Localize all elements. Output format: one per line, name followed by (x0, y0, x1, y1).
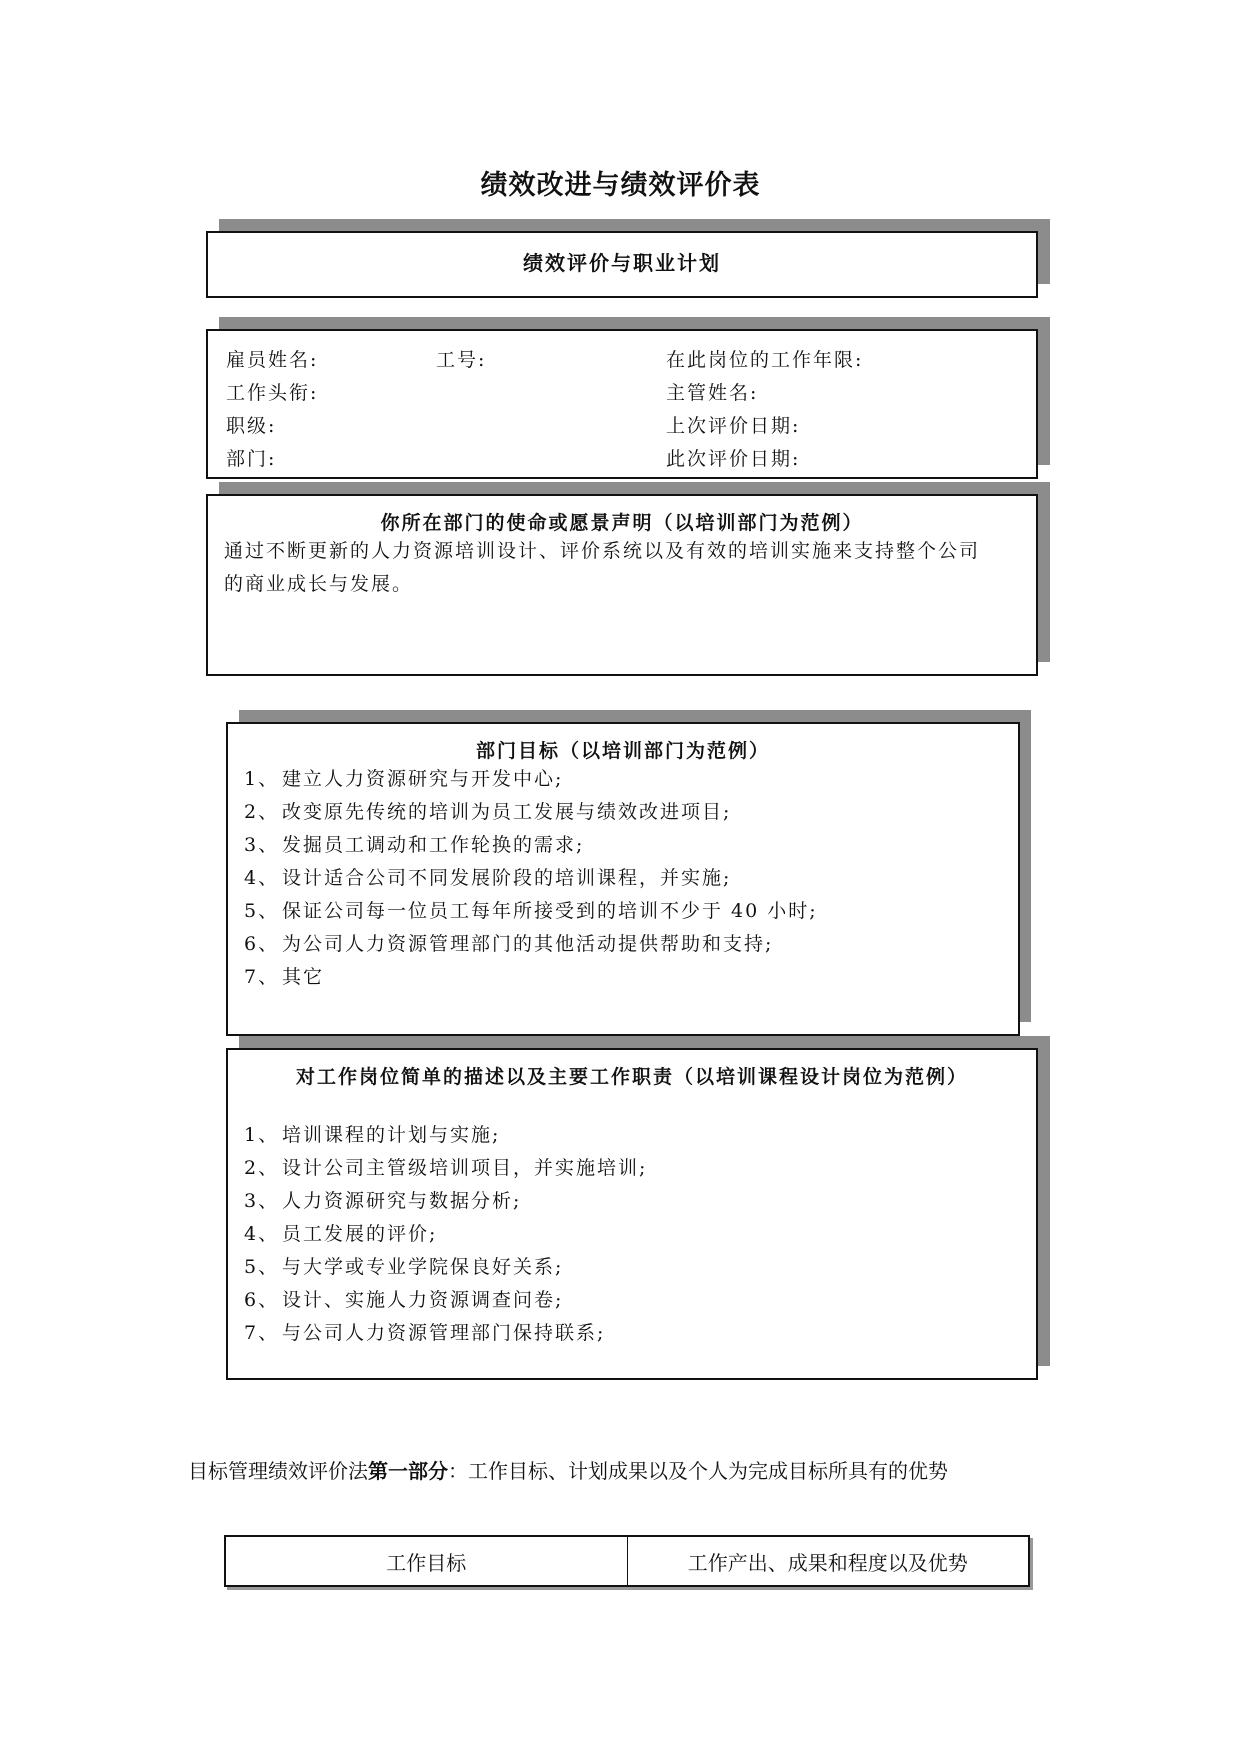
list-item-text: 其它 (282, 966, 325, 988)
mission-box (206, 494, 1038, 676)
list-item (244, 1317, 1020, 1350)
list-item (244, 1119, 1020, 1152)
list-item-text: 员工发展的评价; (282, 1223, 438, 1245)
list-item (244, 928, 1002, 961)
list-item-text: 设计、实施人力资源调查问卷; (282, 1289, 564, 1311)
employee-id-label: 工号: (436, 349, 487, 371)
list-item-text: 培训课程的计划与实施; (282, 1124, 501, 1146)
list-item-number: 7、 (244, 966, 280, 988)
list-item-number: 4、 (244, 867, 280, 889)
list-item-number: 1、 (244, 1124, 280, 1146)
department-label: 部门: (226, 448, 277, 470)
section-heading-suffix: ：工作目标、计划成果以及个人为完成目标所具有的优势 (448, 1459, 948, 1483)
dept-goals-box (226, 722, 1020, 1036)
list-item-number: 4、 (244, 1223, 280, 1245)
mission-heading: 你所在部门的使命或愿景声明（以培训部门为范例） (380, 512, 864, 534)
list-item (244, 763, 1002, 796)
last-review-date-label: 上次评价日期: (666, 415, 801, 437)
list-item-text: 为公司人力资源管理部门的其他活动提供帮助和支持; (282, 933, 774, 955)
list-item-text: 建立人力资源研究与开发中心; (282, 768, 564, 790)
mission-line-2: 的商业成长与发展。 (224, 573, 414, 595)
job-desc-heading: 对工作岗位简单的描述以及主要工作职责（以培训课程设计岗位为范例） (295, 1066, 968, 1088)
employee-info-box (206, 329, 1038, 479)
list-item-number: 2、 (244, 1157, 280, 1179)
list-item (244, 829, 1002, 862)
list-item (244, 862, 1002, 895)
column-header-output: 工作产出、成果和程度以及优势 (687, 1550, 968, 1575)
mission-line-1: 通过不断更新的人力资源培训设计、评价系统以及有效的培训实施来支持整个公司 (224, 540, 981, 562)
list-item-text: 设计公司主管级培训项目，并实施培训; (282, 1157, 648, 1179)
header-box-label: 绩效评价与职业计划 (523, 251, 721, 275)
grade-label: 职级: (226, 415, 277, 437)
list-item-number: 5、 (244, 900, 280, 922)
column-header-work-goal: 工作目标 (225, 1536, 627, 1586)
job-desc-list (244, 1119, 1020, 1350)
page-title: 绩效改进与绩效评价表 (480, 170, 761, 201)
list-item-number: 6、 (244, 933, 280, 955)
table-header-row (225, 1536, 1029, 1586)
list-item (244, 1251, 1020, 1284)
section-heading (188, 1455, 948, 1484)
employee-name-label: 雇员姓名: (226, 349, 319, 371)
list-item (244, 1185, 1020, 1218)
list-item (244, 961, 1002, 994)
job-title-label: 工作头衔: (226, 382, 319, 404)
list-item-text: 发掘员工调动和工作轮换的需求; (282, 834, 585, 856)
this-review-date-label: 此次评价日期: (666, 448, 801, 470)
list-item-number: 1、 (244, 768, 280, 790)
years-in-post-label: 在此岗位的工作年限: (666, 349, 864, 371)
goal-table (224, 1535, 1030, 1587)
list-item-text: 与大学或专业学院保良好关系; (282, 1256, 564, 1278)
list-item-number: 3、 (244, 1190, 280, 1212)
list-item (244, 796, 1002, 829)
list-item-number: 6、 (244, 1289, 280, 1311)
section-heading-bold: 第一部分 (368, 1459, 448, 1483)
list-item-number: 7、 (244, 1322, 280, 1344)
job-desc-box (226, 1048, 1038, 1380)
list-item (244, 1152, 1020, 1185)
list-item (244, 1284, 1020, 1317)
list-item-text: 人力资源研究与数据分析; (282, 1190, 522, 1212)
header-box (206, 231, 1038, 298)
list-item-text: 与公司人力资源管理部门保持联系; (282, 1322, 606, 1344)
dept-goals-heading: 部门目标（以培训部门为范例） (475, 740, 770, 762)
list-item (244, 1218, 1020, 1251)
list-item-text: 改变原先传统的培训为员工发展与绩效改进项目; (282, 801, 732, 823)
list-item-number: 2、 (244, 801, 280, 823)
list-item-number: 3、 (244, 834, 280, 856)
list-item-text: 保证公司每一位员工每年所接受到的培训不少于 40 小时; (282, 900, 818, 922)
list-item-number: 5、 (244, 1256, 280, 1278)
dept-goals-list (244, 763, 1002, 994)
section-heading-prefix: 目标管理绩效评价法 (188, 1459, 368, 1483)
list-item-text: 设计适合公司不同发展阶段的培训课程，并实施; (282, 867, 732, 889)
supervisor-name-label: 主管姓名: (666, 382, 759, 404)
list-item (244, 895, 1002, 928)
